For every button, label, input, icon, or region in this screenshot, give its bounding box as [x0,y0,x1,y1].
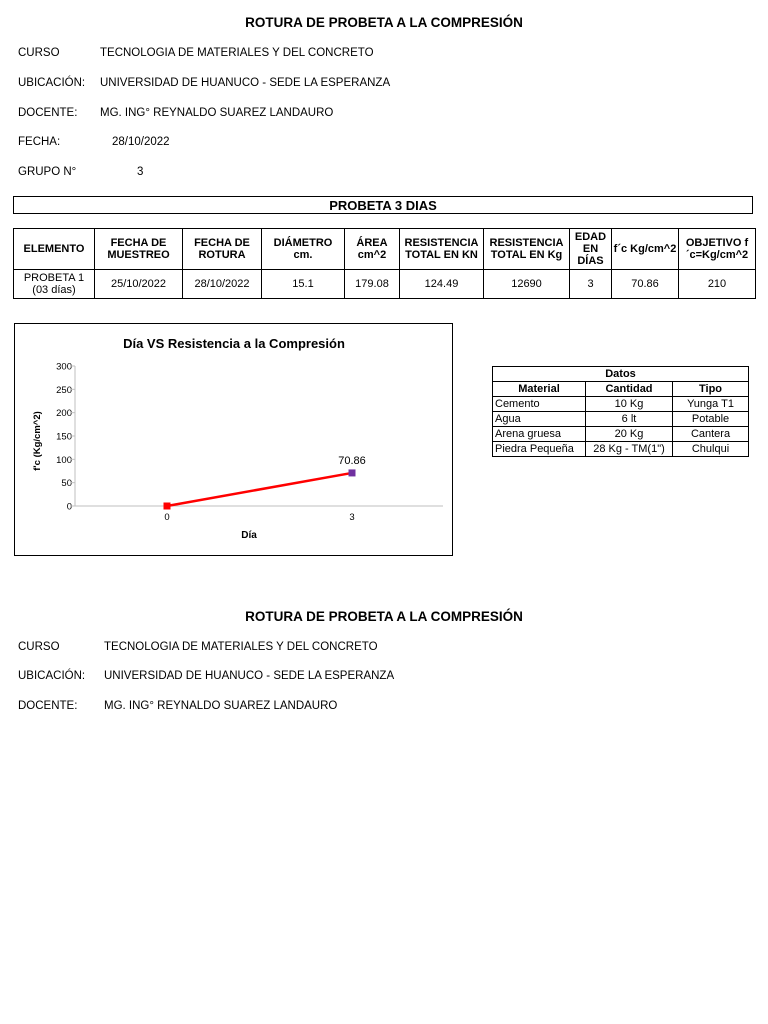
docente-value: MG. ING° REYNALDO SUAREZ LANDAURO [100,107,334,119]
col-header-fecha-rotura: FECHA DE ROTURA [183,229,262,270]
y-tick-label: 100 [56,454,72,466]
data-label: 70.86 [338,454,366,467]
docente-label-2: DOCENTE: [18,700,78,712]
data-point-marker [349,469,356,476]
col-header-resistencia-kn: RESISTENCIA TOTAL EN KN [400,229,484,270]
results-table [13,228,756,299]
datos-table [492,366,749,457]
datos-material: Arena gruesa [493,427,586,442]
chart-svg [15,324,452,555]
y-tick-label: 200 [56,408,72,420]
datos-header-row [493,382,749,397]
datos-tipo: Chulqui [673,442,749,457]
datos-header-tipo: Tipo [673,382,749,397]
x-tick-label: 3 [349,512,355,523]
cell-fecha-rotura: 28/10/2022 [183,270,262,299]
page-title: ROTURA DE PROBETA A LA COMPRESIÓN [245,15,523,30]
col-header-elemento: ELEMENTO [14,229,95,270]
grupo-label: GRUPO N° [18,166,77,178]
curso-value: TECNOLOGIA DE MATERIALES Y DEL CONCRETO [100,47,374,59]
fecha-label: FECHA: [18,136,61,148]
cell-elemento [14,270,95,299]
table-row [493,397,749,412]
fecha-value: 28/10/2022 [112,136,170,148]
cell-fc: 70.86 [612,270,679,299]
series-line [167,473,352,506]
y-tick-label: 150 [56,431,72,443]
col-header-resistencia-kg: RESISTENCIA TOTAL EN Kg [484,229,570,270]
datos-material: Piedra Pequeña [493,442,586,457]
datos-cantidad: 28 Kg - TM(1") [586,442,673,457]
datos-tipo: Yunga T1 [673,397,749,412]
cell-area: 179.08 [345,270,400,299]
grupo-value: 3 [137,166,144,178]
x-axis-label: Día [241,530,257,541]
cell-elemento-line2: (03 días) [32,284,76,296]
col-header-fc: f´c Kg/cm^2 [612,229,679,270]
table-row [14,270,756,299]
curso-label: CURSO [18,47,60,59]
probeta-banner: PROBETA 3 DIAS [13,196,753,214]
results-header-row [14,229,756,270]
cell-edad: 3 [570,270,612,299]
datos-material: Cemento [493,397,586,412]
y-tick-label: 250 [56,384,72,396]
cell-resistencia-kg: 12690 [484,270,570,299]
cell-objetivo: 210 [679,270,756,299]
datos-tipo: Cantera [673,427,749,442]
curso-value-2: TECNOLOGIA DE MATERIALES Y DEL CONCRETO [104,641,378,653]
table-row [493,412,749,427]
ubicacion-value: UNIVERSIDAD DE HUANUCO - SEDE LA ESPERANZA [100,77,391,89]
col-header-fecha-muestreo: FECHA DE MUESTREO [95,229,183,270]
datos-header-material: Material [493,382,586,397]
chart-container [14,323,453,556]
table-row [493,427,749,442]
cell-resistencia-kn: 124.49 [400,270,484,299]
y-tick-label: 0 [66,501,72,513]
ubicacion-label: UBICACIÓN: [18,77,86,89]
col-header-diametro: DIÁMETRO cm. [262,229,345,270]
cell-elemento-line1: PROBETA 1 [23,272,85,284]
cell-fecha-muestreo: 25/10/2022 [95,270,183,299]
y-tick-label: 50 [61,478,72,490]
curso-label-2: CURSO [18,641,60,653]
datos-header-cantidad: Cantidad [586,382,673,397]
chart-series [164,455,366,510]
docente-label: DOCENTE: [18,107,78,119]
table-row [493,442,749,457]
x-tick-label: 0 [164,512,170,523]
datos-cantidad: 10 Kg [586,397,673,412]
datos-tipo: Potable [673,412,749,427]
cell-diametro: 15.1 [262,270,345,299]
col-header-objetivo: OBJETIVO f´c=Kg/cm^2 [679,229,756,270]
ubicacion-value-2: UNIVERSIDAD DE HUANUCO - SEDE LA ESPERANZA [104,670,395,682]
datos-cantidad: 6 lt [586,412,673,427]
chart-title: Día VS Resistencia a la Compresión [123,336,345,351]
col-header-edad: EDAD EN DÍAS [570,229,612,270]
y-tick-label: 300 [56,361,72,373]
docente-value-2: MG. ING° REYNALDO SUAREZ LANDAURO [104,700,338,712]
datos-cantidad: 20 Kg [586,427,673,442]
x-tick-labels [164,512,354,523]
data-point-marker [164,503,171,510]
col-header-area: ÁREA cm^2 [345,229,400,270]
page-title-2: ROTURA DE PROBETA A LA COMPRESIÓN [245,609,523,624]
datos-title: Datos [493,367,749,382]
datos-material: Agua [493,412,586,427]
ubicacion-label-2: UBICACIÓN: [18,670,86,682]
y-tick-labels [56,362,75,513]
y-axis-label: f'c (Kg/cm^2) [32,411,43,471]
